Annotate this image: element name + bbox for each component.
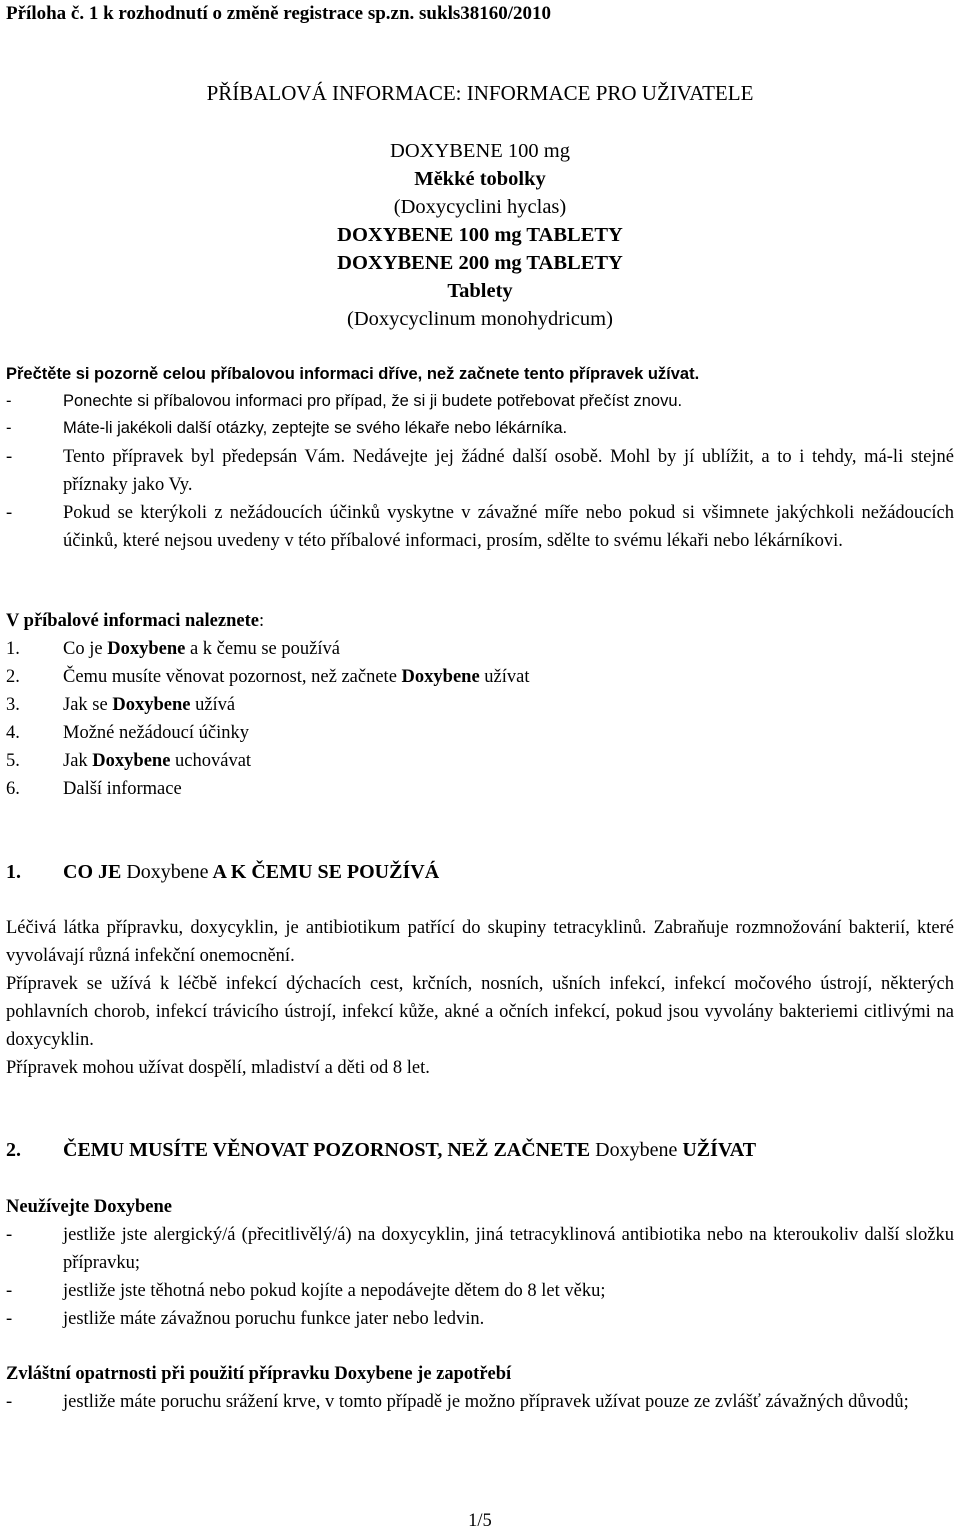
- dash-marker: -: [6, 1225, 13, 1245]
- product-line: DOXYBENE 100 mg: [390, 140, 570, 162]
- list-text: jestliže jste alergický/á (přecitlivělý/á) na doxycyklin, jiná tetracyklinová antibiotika nebo na kteroukoliv další složku přípravku;: [63, 1225, 954, 1273]
- toc-product: Doxybene: [112, 695, 191, 715]
- list-item: [6, 1388, 954, 1416]
- list-text: jestliže máte poruchu srážení krve, v tomto případě je možno přípravek užívat pouze ze zvlášť závažných důvodů;: [63, 1392, 909, 1412]
- dash-marker: -: [6, 1392, 13, 1412]
- toc-text: Jak: [63, 751, 93, 771]
- dash-marker: -: [6, 392, 12, 410]
- paragraph: Léčivá látka přípravku, doxycyklin, je antibiotikum patřící do skupiny tetracyklinů. Zabraňuje rozmnožování bakterií, které vyvolávají různá infekční onemocnění.: [6, 918, 954, 966]
- dash-marker: -: [6, 1281, 13, 1301]
- notice-block-2: [6, 443, 954, 555]
- section-2-heading: [6, 1136, 954, 1164]
- section-1-heading: [6, 858, 954, 886]
- toc-text: Čemu musíte věnovat pozornost, než začnete: [63, 667, 402, 687]
- toc-heading-colon: :: [258, 611, 265, 631]
- notice-text: Tento přípravek byl předepsán Vám. Nedávejte jej žádné další osobě. Mohl by jí ublížit, a to i tehdy, má-li stejné příznaky jako Vy.: [63, 447, 954, 495]
- product-line: Tablety: [447, 280, 513, 302]
- toc-num: 1.: [6, 639, 20, 659]
- document-header: Příloha č. 1 k rozhodnutí o změně registrace sp.zn. sukls38160/2010: [6, 3, 552, 24]
- section-2-body: [6, 1193, 954, 1333]
- notice-item: [6, 415, 954, 442]
- paragraph: Přípravek se užívá k léčbě infekcí dýchacích cest, krčních, nosních, ušních infekcí, infekcí močového ústrojí, některých pohlavních chorob, infekcí trávicího ústrojí, infekcí kůže, akné a očních infekcí, pokud jsou vyvolány bakteriemi citlivými na doxycyklin.: [6, 974, 954, 1050]
- product-name-block: [0, 137, 960, 333]
- notice-text: Máte-li jakékoli další otázky, zeptejte se svého lékaře nebo lékárníka.: [63, 419, 568, 437]
- notice-item: [6, 499, 954, 555]
- list-text: jestliže máte závažnou poruchu funkce jater nebo ledvin.: [63, 1309, 485, 1329]
- product-line: DOXYBENE 200 mg TABLETY: [337, 252, 623, 274]
- toc-text: Jak se: [63, 695, 113, 715]
- section-title: ČEMU MUSÍTE VĚNOVAT POZORNOST, NEŽ ZAČNETE: [63, 1139, 596, 1161]
- product-line: DOXYBENE 100 mg TABLETY: [337, 224, 623, 246]
- toc-product: Doxybene: [107, 639, 186, 659]
- section-1-body: [6, 914, 954, 1082]
- notice-text: Ponechte si příbalovou informaci pro případ, že si ji budete potřebovat přečíst znovu.: [63, 392, 683, 410]
- notice-text: Pokud se kterýkoli z nežádoucích účinků vyskytne v závažné míře nebo pokud si všimnete jakýchkoli nežádoucích účinků, které nejsou uvedeny v této příbalové informaci, prosím, sdělte to svému lékaři nebo lékárníkovi.: [63, 503, 954, 551]
- read-notice: Přečtěte si pozorně celou příbalovou informaci dříve, než začnete tento přípravek užívat.: [6, 365, 700, 383]
- toc-num: 2.: [6, 667, 20, 687]
- list-text: jestliže jste těhotná nebo pokud kojíte a nepodávejte dětem do 8 let věku;: [63, 1281, 606, 1301]
- subsection-heading: Neužívejte Doxybene: [6, 1197, 172, 1217]
- toc-heading-text: V příbalové informaci naleznete: [6, 611, 259, 631]
- toc-text: Další informace: [63, 779, 182, 799]
- toc-text: užívá: [190, 695, 236, 715]
- read-notice-block: [6, 361, 954, 442]
- toc-num: 5.: [6, 751, 20, 771]
- list-item: [6, 1277, 954, 1305]
- toc-num: 3.: [6, 695, 20, 715]
- toc-text: uchovávat: [170, 751, 252, 771]
- section-number: 2.: [6, 1139, 21, 1161]
- paragraph: Přípravek mohou užívat dospělí, mladiství a děti od 8 let.: [6, 1058, 430, 1078]
- subsection-heading: Zvláštní opatrnosti při použití přípravku Doxybene je zapotřebí: [6, 1364, 512, 1384]
- section-title-product: Doxybene: [595, 1139, 678, 1161]
- toc-num: 6.: [6, 779, 20, 799]
- toc-item: [6, 747, 954, 775]
- toc-text: a k čemu se používá: [185, 639, 340, 659]
- list-item: [6, 1221, 954, 1277]
- toc-heading: [6, 607, 954, 635]
- section-title: CO JE: [63, 861, 127, 883]
- toc-item: [6, 691, 954, 719]
- toc-text: Co je: [63, 639, 108, 659]
- notice-item: [6, 388, 954, 415]
- toc-product: Doxybene: [401, 667, 480, 687]
- dash-marker: -: [6, 447, 13, 467]
- section-number: 1.: [6, 861, 21, 883]
- document-title: PŘÍBALOVÁ INFORMACE: INFORMACE PRO UŽIVATELE: [206, 81, 754, 105]
- dash-marker: -: [6, 419, 12, 437]
- section-title: A K ČEMU SE POUŽÍVÁ: [208, 861, 440, 883]
- toc-item: [6, 635, 954, 663]
- product-line: (Doxycyclinum monohydricum): [347, 308, 613, 330]
- toc-item: [6, 719, 954, 747]
- product-line: (Doxycyclini hyclas): [393, 196, 567, 218]
- toc-num: 4.: [6, 723, 20, 743]
- toc-text: Možné nežádoucí účinky: [63, 723, 249, 743]
- section-title-product: Doxybene: [126, 861, 209, 883]
- page-number: 1/5: [468, 1511, 492, 1531]
- toc-product: Doxybene: [92, 751, 171, 771]
- list-item: [6, 1305, 954, 1333]
- section-2-caution: [6, 1360, 954, 1416]
- toc-text: užívat: [479, 667, 530, 687]
- dash-marker: -: [6, 503, 13, 523]
- product-line: Měkké tobolky: [414, 168, 546, 190]
- notice-item: [6, 443, 954, 499]
- toc-item: [6, 663, 954, 691]
- toc: [6, 607, 954, 803]
- toc-item: [6, 775, 954, 803]
- dash-marker: -: [6, 1309, 13, 1329]
- section-title: UŽÍVAT: [677, 1139, 757, 1161]
